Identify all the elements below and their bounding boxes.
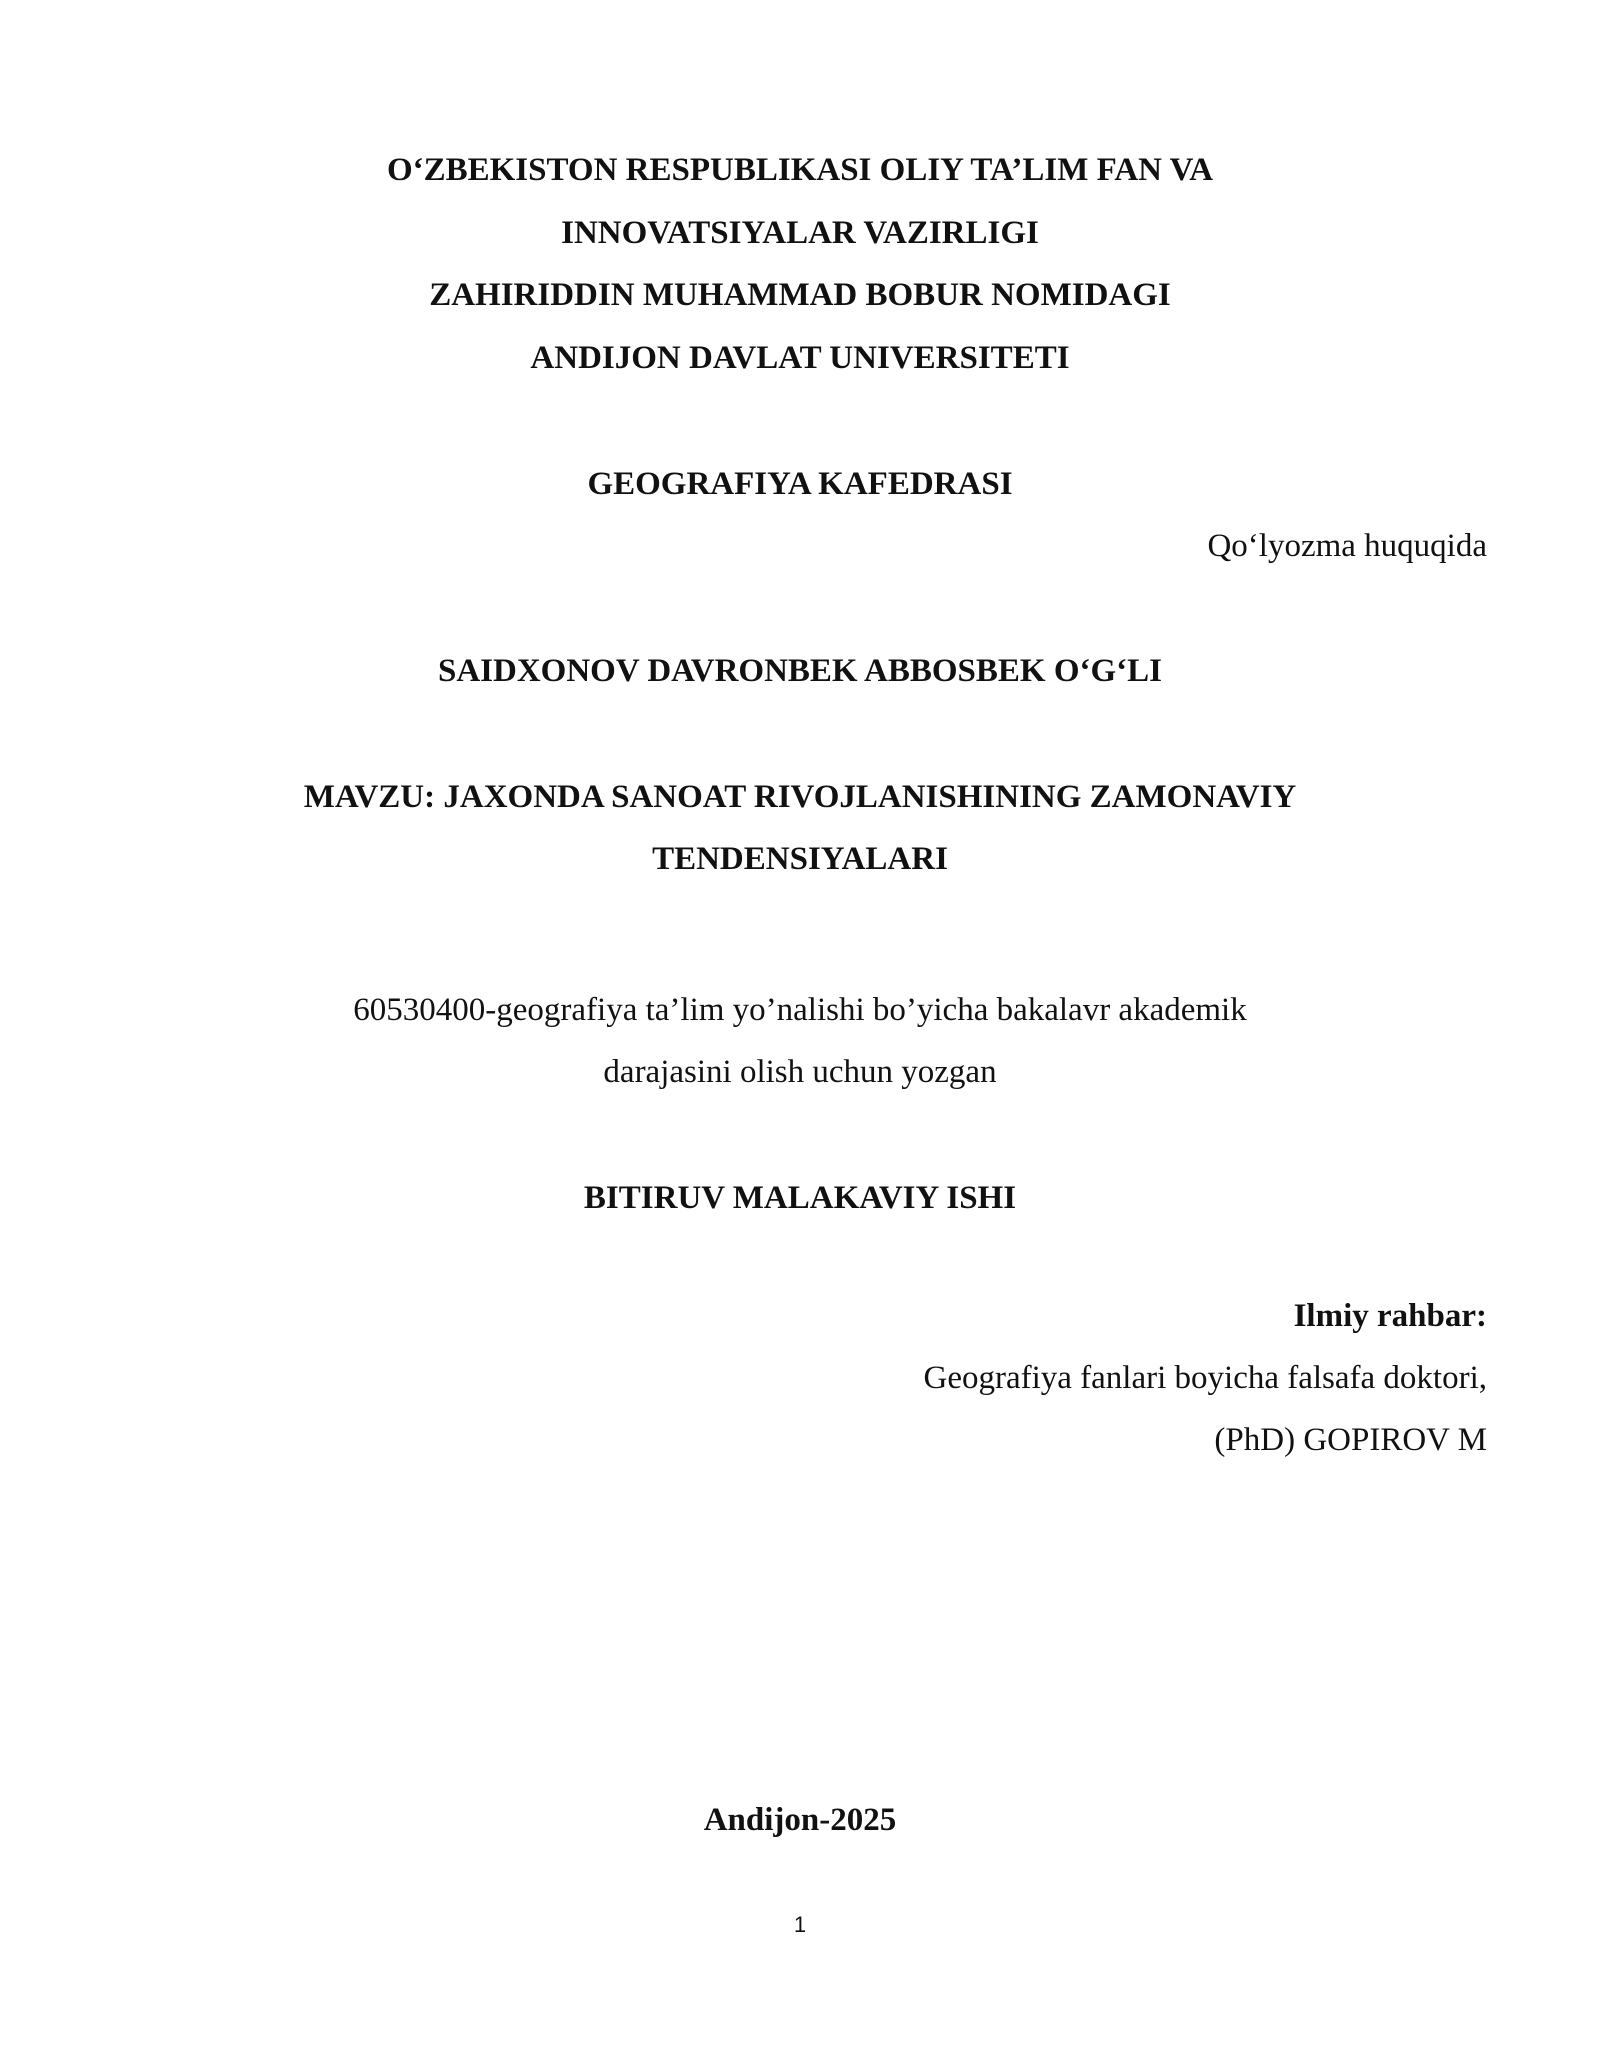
author-name: SAIDXONOV DAVRONBEK ABBOSBEK O‘G‘LI (437, 653, 1163, 689)
university-line-1: ZAHIRIDDIN MUHAMMAD BOBUR NOMIDAGI (429, 277, 1171, 313)
page-number: 1 (793, 1912, 807, 1937)
topic-line-1: MAVZU: JAXONDA SANOAT RIVOJLANISHINING ZAMONAVIY (303, 779, 1297, 815)
supervisor-title: Geografiya fanlari boyicha falsafa doktori, (923, 1360, 1487, 1396)
place-year: Andijon-2025 (703, 1802, 897, 1838)
ministry-line-1: O‘ZBEKISTON RESPUBLIKASI OLIY TA’LIM FAN VA (386, 152, 1214, 188)
ministry-line-2: INNOVATSIYALAR VAZIRLIGI (561, 215, 1039, 251)
degree-line-2: darajasini olish uchun yozgan (603, 1054, 997, 1090)
department-name: GEOGRAFIYA KAFEDRASI (587, 466, 1013, 502)
manuscript-note: Qo‘lyozma huquqida (1207, 528, 1487, 564)
degree-line-1: 60530400-geografiya ta’lim yo’nalishi bo’yicha bakalavr akademik (353, 992, 1247, 1028)
university-line-2: ANDIJON DAVLAT UNIVERSITETI (530, 340, 1070, 376)
supervisor-label: Ilmiy rahbar: (1293, 1298, 1487, 1334)
supervisor-name: (PhD) GOPIROV M (1214, 1422, 1487, 1458)
work-type: BITIRUV MALAKAVIY ISHI (583, 1180, 1017, 1216)
topic-line-2: TENDENSIYALARI (652, 841, 948, 877)
